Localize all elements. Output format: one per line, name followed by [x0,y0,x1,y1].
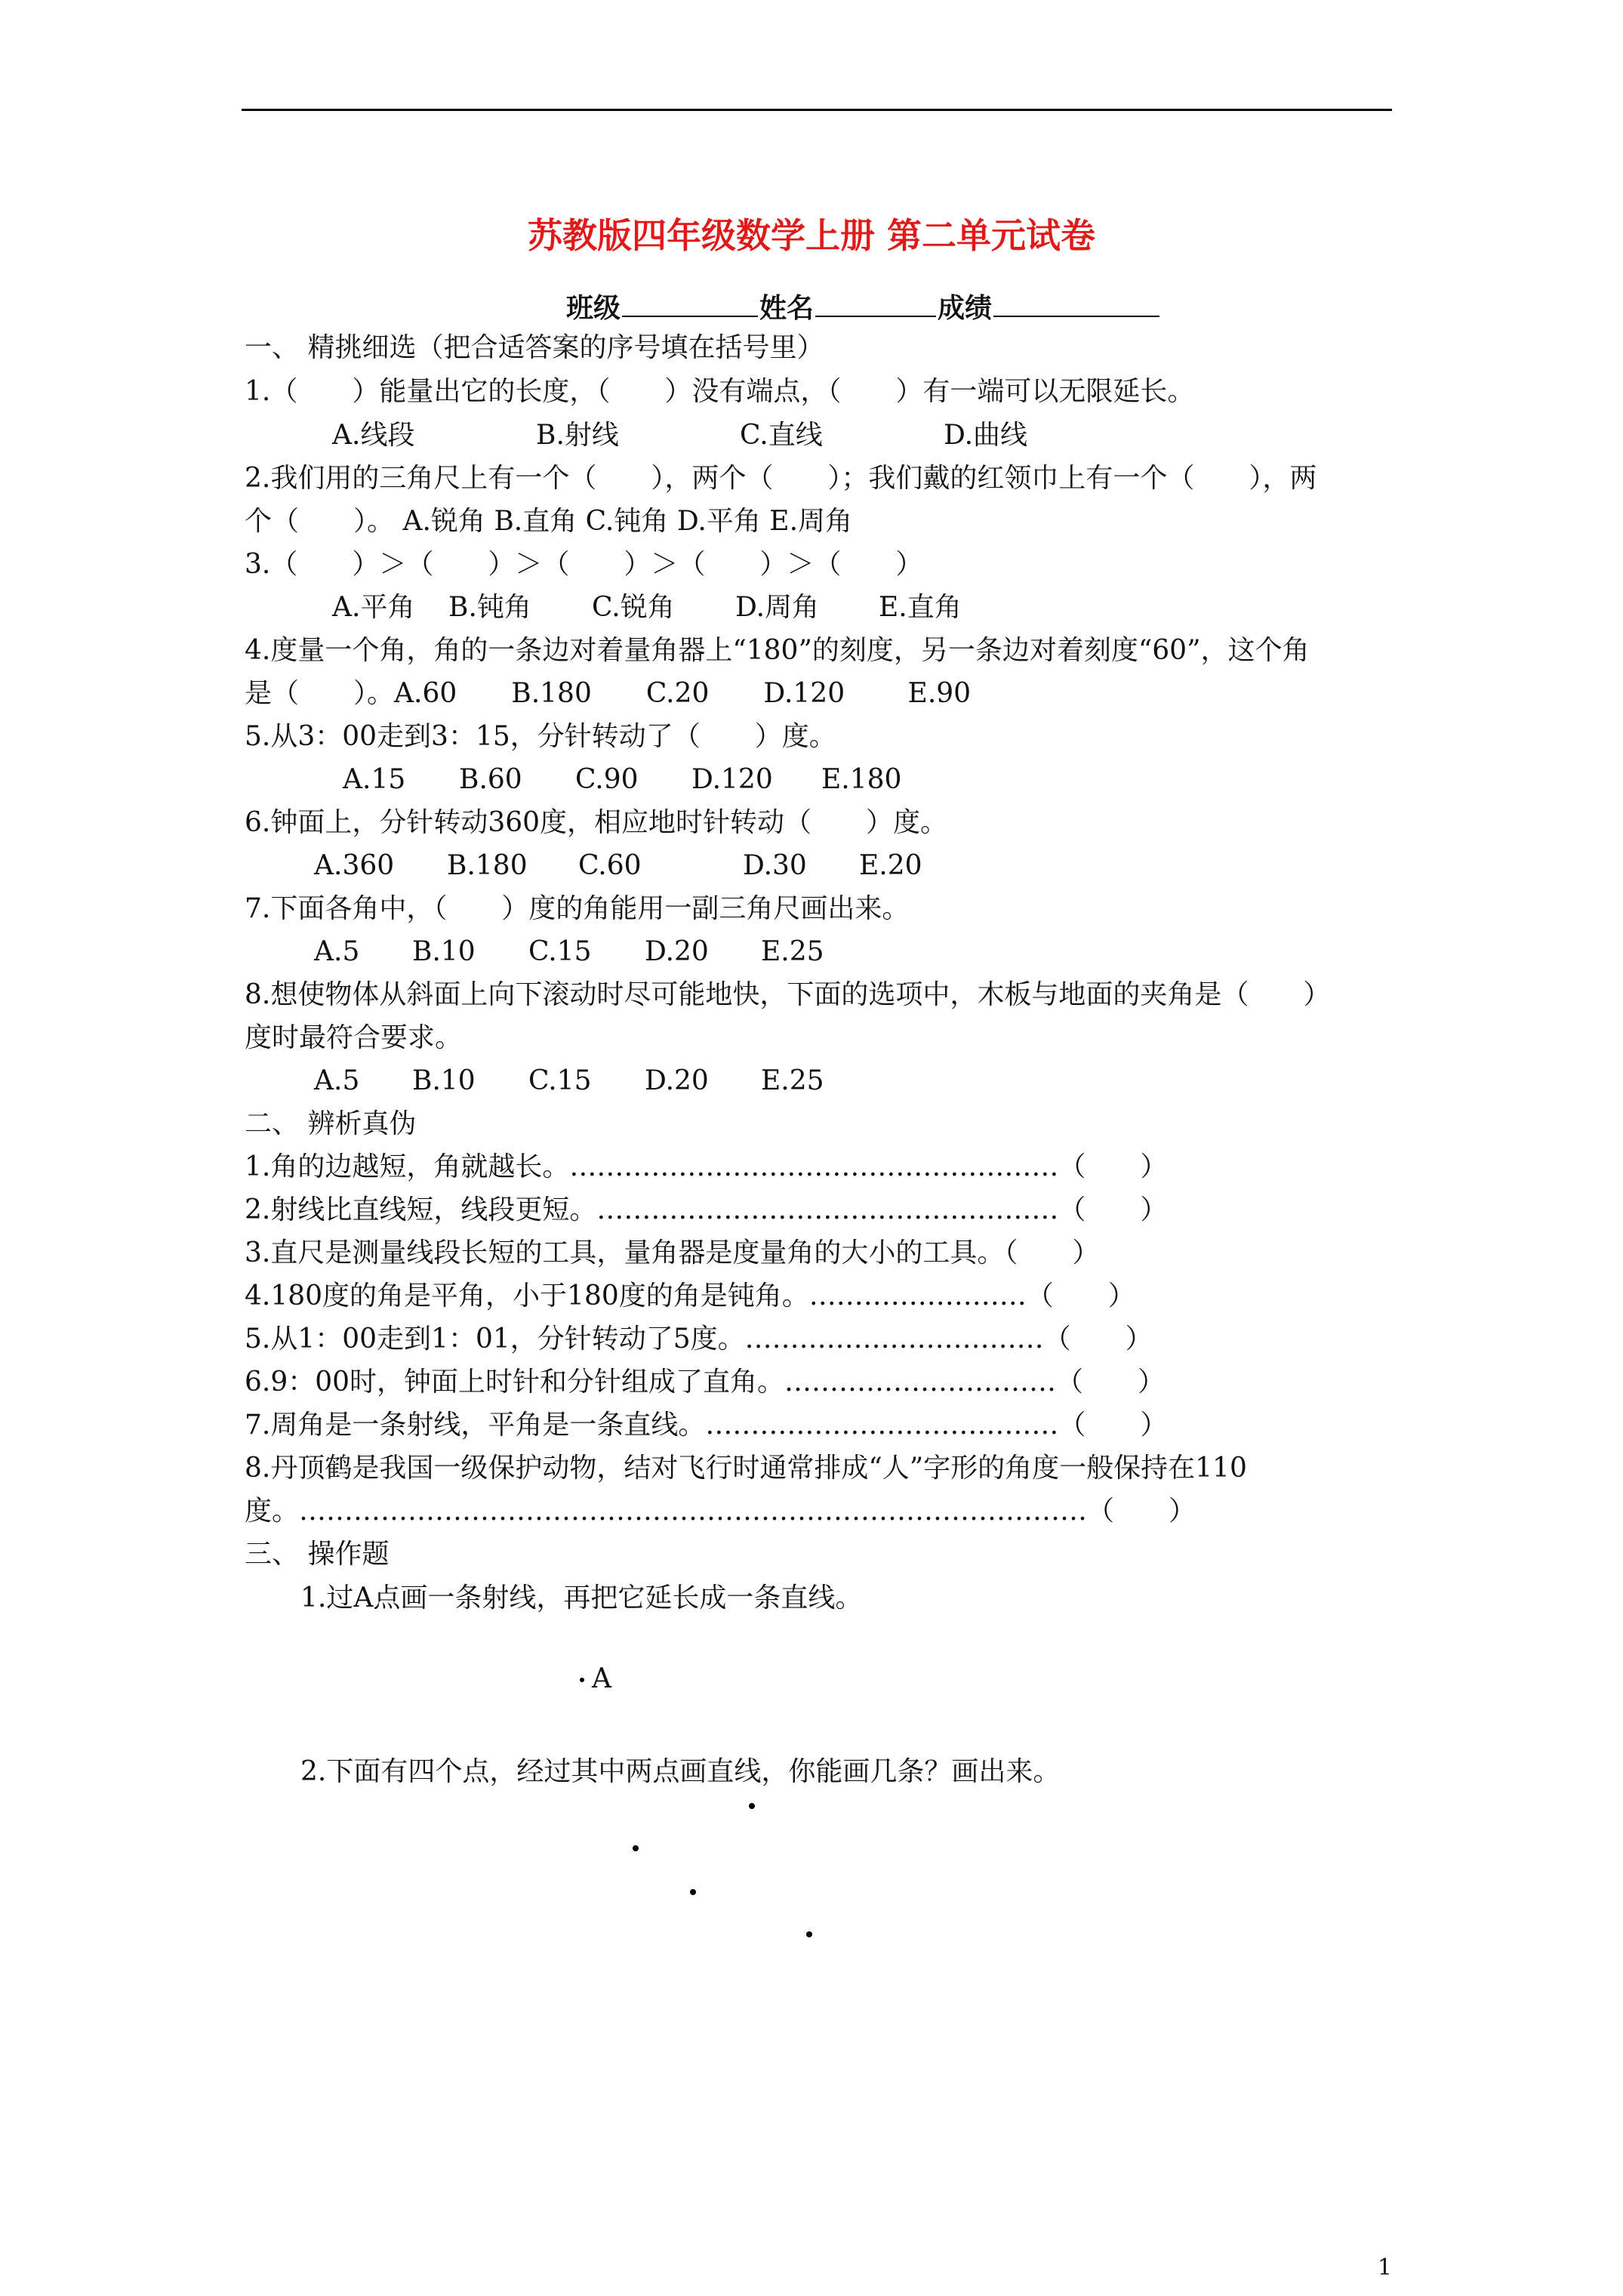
option: A.5 [314,936,360,967]
question-1-6: 6.钟面上，分针转动360度，相应地时针转动（ ）度。 [245,807,948,838]
option: A.15 [343,764,406,795]
true-false-item: 1.角的边越短，角就越长。………………………………………………（ ） [245,1151,1168,1182]
name-label: 姓名 [759,292,815,324]
option: B.10 [412,936,476,967]
option: B.60 [459,764,522,795]
true-false-item: 度。……………………………………………………………………………（ ） [245,1496,1196,1527]
option: B.180 [447,850,528,881]
option: D.周角 [735,592,820,623]
options-1-5 [343,761,927,799]
option: C.15 [528,936,592,967]
option: D.20 [645,936,709,967]
question-1-2-line1: 2.我们用的三角尺上有一个（ ），两个（ ）；我们戴的红领巾上有一个（ ），两 [245,463,1317,494]
option: C.60 [578,850,642,881]
class-label: 班级 [566,292,621,324]
operation-question-1: 1.过A点画一条射线，再把它延长成一条直线。 [300,1583,863,1613]
true-false-item: 7.周角是一条射线，平角是一条直线。…………………………………（ ） [245,1410,1168,1441]
option: B.钝角 [448,592,531,623]
true-false-item: 2.射线比直线短，线段更短。……………………………………………（ ） [245,1194,1168,1225]
question-1-8-line2: 度时最符合要求。 [245,1022,463,1053]
option: E.180 [821,764,902,795]
point-a-label: A [592,1663,611,1694]
point-dot [806,1931,812,1937]
option: E.20 [859,850,922,881]
question-1-2-line2: 个（ ）。 A.锐角 B.直角 C.钝角 D.平角 E.周角 [245,506,853,537]
point-a-dot [580,1678,584,1682]
question-1-4-line2: 是（ ）。A.60 B.180 C.20 D.120 E.90 [245,678,972,709]
option: E.25 [761,1065,824,1096]
options-1-6 [314,847,948,885]
option: C.90 [575,764,639,795]
option: D.120 [691,764,773,795]
class-blank[interactable] [622,287,758,317]
option: B.射线 [536,420,619,451]
operation-question-2: 2.下面有四个点，经过其中两点画直线，你能画几条？画出来。 [300,1756,1061,1787]
score-blank[interactable] [993,287,1160,317]
options-1-3 [332,589,987,627]
option: A.线段 [332,420,415,451]
option: D.曲线 [944,420,1028,451]
question-1-8-line1: 8.想使物体从斜面上向下滚动时尽可能地快，下面的选项中，木板与地面的夹角是（ ） [245,979,1331,1010]
question-1-5: 5.从3：00走到3：15，分针转动了（ ）度。 [245,721,836,752]
student-info-line [566,287,1161,327]
true-false-item: 3.直尺是测量线段长短的工具，量角器是度量角的大小的工具。（ ） [245,1237,1100,1268]
page-number: 1 [1377,2254,1392,2281]
question-1-7: 7.下面各角中，（ ）度的角能用一副三角尺画出来。 [245,893,910,924]
option: D.20 [645,1065,709,1096]
true-false-item: 4.180度的角是平角，小于180度的角是钝角。……………………（ ） [245,1281,1135,1311]
option: E.25 [761,936,824,967]
question-1-3: 3.（ ）＞（ ）＞（ ）＞（ ）＞（ ） [245,549,923,580]
section3-heading: 三、 操作题 [245,1539,390,1570]
option: C.锐角 [592,592,675,623]
option: A.平角 [332,592,415,623]
header-rule [242,109,1392,111]
options-1-1 [332,417,1053,455]
section2-heading: 二、 辨析真伪 [245,1108,417,1139]
point-dot [633,1845,639,1851]
section1-heading: 一、 精挑细选（把合适答案的序号填在括号里） [245,332,824,363]
question-1-1: 1.（ ）能量出它的长度，（ ）没有端点，（ ）有一端可以无限延长。 [245,376,1195,407]
option: A.5 [314,1065,360,1096]
true-false-item: 8.丹顶鹤是我国一级保护动物，结对飞行时通常排成“人”字形的角度一般保持在110 [245,1453,1247,1484]
option: C.直线 [740,420,823,451]
name-blank[interactable] [815,287,936,317]
option: D.30 [743,850,807,881]
score-label: 成绩 [938,292,993,324]
option: A.360 [314,850,395,881]
true-false-item: 6.9：00时，钟面上时针和分针组成了直角。…………………………（ ） [245,1367,1166,1398]
point-dot [690,1889,696,1895]
option: E.直角 [879,592,962,623]
true-false-item: 5.从1：00走到1：01，分针转动了5度。……………………………（ ） [245,1324,1153,1354]
document-title: 苏教版四年级数学上册 第二单元试卷 [527,215,1095,256]
question-1-4-line1: 4.度量一个角，角的一条边对着量角器上“180”的刻度，另一条边对着刻度“60”，这个角 [245,635,1310,666]
point-dot [749,1803,755,1809]
option: C.15 [528,1065,592,1096]
options-1-8 [314,1062,850,1100]
option: B.10 [412,1065,476,1096]
options-1-7 [314,933,850,971]
